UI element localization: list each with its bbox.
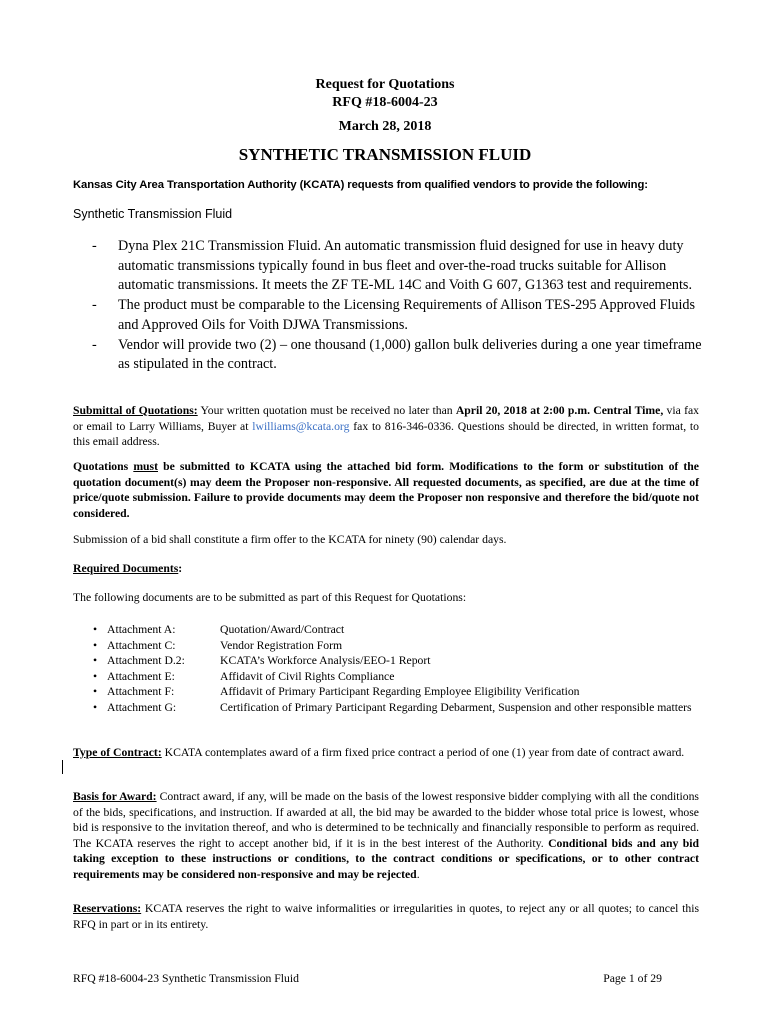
bullet: •: [93, 700, 98, 714]
footer-document-id: RFQ #18-6004-23 Synthetic Transmission Fluid: [73, 972, 299, 985]
dash-marker: -: [92, 297, 97, 314]
attachment-name: Attachment C:: [107, 638, 176, 652]
attachment-name: Attachment D.2:: [107, 654, 185, 668]
attachment-desc: Vendor Registration Form: [220, 638, 343, 652]
requirement-text: Dyna Plex 21C Transmission Fluid. An automatic transmission fluid designed for use in heavy duty automatic transmissions typically found in bus fleet and over-the-road trucks suitable for Allison automatic transmissions. It meets the ZF TE-ML 14C and Voith G 607, G1363 test and requirements.: [118, 238, 692, 294]
list-item: [93, 653, 703, 669]
document-title: SYNTHETIC TRANSMISSION FLUID: [238, 145, 532, 164]
basis-end: .: [416, 867, 420, 881]
contract-type-paragraph: [73, 745, 699, 761]
basis-text: Contract award, if any, will be made on the basis of the lowest responsive bidder complying with all the conditions of the bids, specifications, and instruction. If awarded at all, the bid may be awarded to the bidder whose total price is lowest, whose bid is responsive to the invitation thereof, and who is determined to be technically and financially responsible to perform as required. The KCATA reserves the right to accept another bid, if it is in the best interest of the Authority.: [73, 790, 699, 850]
requirement-text: Vendor will provide two (2) – one thousand (1,000) gallon bulk deliveries during a one year timeframe as stipulated in the contract.: [118, 336, 702, 373]
quotations-lead: Quotations: [73, 460, 134, 473]
bullet: •: [93, 654, 98, 668]
basis-for-award-paragraph: [73, 789, 699, 883]
email-link[interactable]: lwilliams@kcata.org: [252, 419, 350, 433]
requirement-text: The product must be comparable to the Licensing Requirements of Allison TES-295 Approved Fluids and Approved Oils for Voith DJWA Transmissions.: [118, 297, 695, 333]
required-documents-colon: :: [178, 562, 183, 575]
list-item: [92, 296, 708, 335]
submittal-label: Submittal of Quotations:: [73, 404, 198, 417]
contract-type-text: KCATA contemplates award of a firm fixed price contract a period of one (1) year from date of contract award.: [161, 746, 685, 759]
bullet: •: [93, 685, 98, 699]
basis-bold-text: Conditional bids and any bid taking exception to these instructions or conditions, to the contract conditions or specifications, or to other contract requirements may be considered non-responsive and may be rejected: [73, 836, 699, 881]
list-item: [93, 638, 703, 654]
attachment-desc: Affidavit of Primary Participant Regarding Employee Eligibility Verification: [220, 685, 580, 699]
text-cursor: [62, 760, 63, 774]
submittal-text: fax to 816-346-0336. Questions should be directed, in written format, to this email address.: [73, 419, 700, 449]
reservations-label: Reservations:: [73, 902, 142, 915]
attachments-list: [93, 622, 703, 716]
attachment-name: Attachment F:: [107, 685, 175, 699]
list-item: [93, 684, 703, 700]
attachment-desc: Quotation/Award/Contract: [220, 623, 345, 636]
attachment-desc: Affidavit of Civil Rights Compliance: [220, 669, 395, 683]
required-documents-heading: [73, 561, 699, 577]
quotations-paragraph: [73, 459, 699, 521]
list-item: [92, 336, 708, 375]
dash-marker: -: [92, 238, 97, 254]
submittal-deadline: April 20, 2018 at 2:00 p.m. Central Time,: [455, 404, 664, 417]
submittal-text: Your written quotation must be received no later than: [197, 404, 456, 417]
list-item: [92, 237, 708, 296]
reservations-paragraph: [73, 901, 699, 932]
attachment-desc: Certification of Primary Participant Regarding Debarment, Suspension and other responsible matters: [220, 700, 692, 714]
contract-type-label: Type of Contract:: [73, 746, 162, 759]
attachment-name: Attachment E:: [107, 669, 175, 683]
required-documents-label: Required Documents: [73, 562, 179, 575]
required-documents-intro: The following documents are to be submitted as part of this Request for Quotations:: [73, 591, 467, 604]
intro-text: Kansas City Area Transportation Authority (KCATA) requests from qualified vendors to provide the following:: [73, 179, 648, 191]
dash-marker: -: [92, 336, 97, 353]
attachment-name: Attachment G:: [107, 700, 177, 714]
header-request-for-quotations: Request for Quotations: [315, 77, 455, 92]
header-date: March 28, 2018: [338, 119, 432, 134]
subheading: Synthetic Transmission Fluid: [73, 207, 233, 221]
header-rfq-number: RFQ #18-6004-23: [332, 95, 438, 110]
list-item: [93, 669, 703, 685]
submittal-text: via fax or email to Larry Williams, Buyer at: [73, 404, 699, 433]
list-item: [93, 622, 703, 638]
submittal-paragraph: [73, 403, 699, 450]
reservations-text: KCATA reserves the right to waive informalities or irregularities in quotes, to reject any or all quotes; to cancel this RFQ in part or in its entirety.: [73, 902, 699, 931]
footer-page-number: Page 1 of 29: [603, 972, 662, 985]
list-item: [93, 700, 703, 716]
quotations-text: be submitted to KCATA using the attached bid form. Modifications to the form or substitution of the quotation document(s) may deem the Proposer non-responsive. All requested documents, as specified, are due at the time of price/quote submission. Failure to provide documents may deem the Proposer non responsive and therefore the bid/quote not considered.: [73, 460, 699, 520]
basis-label: Basis for Award:: [73, 790, 157, 803]
bullet: •: [93, 669, 98, 683]
firm-offer-paragraph: Submission of a bid shall constitute a firm offer to the KCATA for ninety (90) calendar days.: [73, 533, 507, 546]
bullet: •: [93, 623, 98, 636]
quotations-must: must: [133, 460, 158, 473]
bullet: •: [93, 638, 98, 652]
requirements-list: [92, 237, 708, 375]
attachment-name: Attachment A:: [107, 623, 176, 636]
attachment-desc: KCATA’s Workforce Analysis/EEO-1 Report: [220, 654, 431, 668]
